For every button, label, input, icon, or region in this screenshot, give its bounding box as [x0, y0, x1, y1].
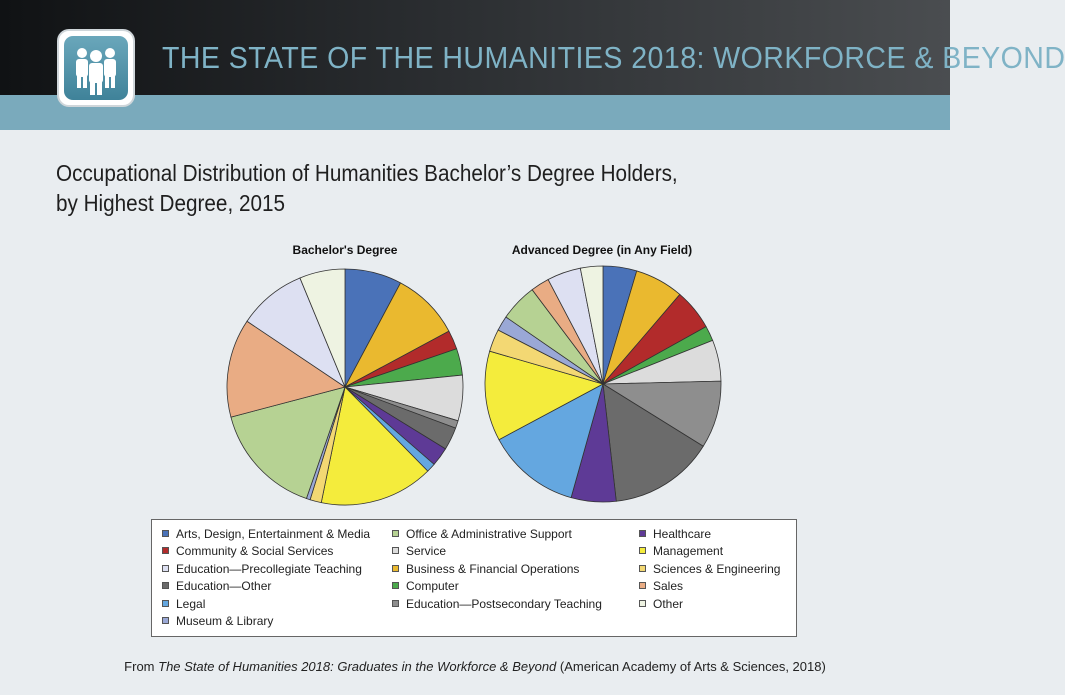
- legend-swatch: [162, 582, 169, 589]
- legend-label: Healthcare: [653, 527, 712, 541]
- legend-swatch: [392, 547, 399, 554]
- page-title: THE STATE OF THE HUMANITIES 2018: WORKFORCE & BEYOND: [162, 40, 1065, 75]
- legend-item: [392, 596, 602, 612]
- pie-title-advanced: Advanced Degree (in Any Field): [511, 243, 693, 257]
- legend-swatch: [639, 600, 646, 607]
- legend-label: Education—Other: [176, 579, 272, 594]
- legend-swatch: [392, 600, 399, 607]
- legend-item: [162, 561, 362, 577]
- legend-label: Education—Postsecondary Teaching: [406, 596, 602, 611]
- pie-title-bachelors: Bachelor's Degree: [292, 243, 398, 257]
- legend-label: Community & Social Services: [176, 544, 334, 559]
- legend-label: Sciences & Engineering: [653, 561, 781, 576]
- source-suffix: (American Academy of Arts & Sciences, 2018): [556, 659, 826, 674]
- legend-item: [639, 526, 711, 542]
- legend-label: Management: [653, 544, 724, 559]
- legend-label: Legal: [176, 596, 206, 611]
- legend-item: [162, 578, 271, 594]
- chart-title-line-2: by Highest Degree, 2015: [56, 190, 285, 216]
- legend-label: Education—Precollegiate Teaching: [176, 561, 362, 576]
- legend-swatch: [639, 530, 646, 537]
- legend-item: [162, 526, 370, 542]
- legend-label: Sales: [653, 579, 684, 594]
- legend-item: [639, 543, 723, 559]
- legend-label: Business & Financial Operations: [406, 561, 580, 576]
- legend-label: Other: [653, 596, 684, 611]
- legend-label: Computer: [406, 579, 459, 594]
- legend-item: [392, 561, 579, 577]
- legend-item: [392, 578, 459, 594]
- legend-swatch: [392, 530, 399, 537]
- source-citation: [0, 659, 950, 674]
- legend-swatch: [392, 565, 399, 572]
- legend-item: [639, 596, 683, 612]
- legend-swatch: [162, 565, 169, 572]
- legend-swatch: [162, 617, 169, 624]
- legend-item: [639, 561, 780, 577]
- legend-label: Service: [406, 544, 447, 559]
- legend-swatch: [392, 582, 399, 589]
- chart-title-line-1: Occupational Distribution of Humanities Bachelor’s Degree Holders,: [56, 160, 678, 186]
- legend-swatch: [162, 530, 169, 537]
- legend-label: Office & Administrative Support: [406, 527, 572, 541]
- legend-label: Arts, Design, Entertainment & Media: [176, 527, 371, 541]
- legend-item: [162, 543, 333, 559]
- legend-item: [392, 543, 446, 559]
- legend-swatch: [639, 565, 646, 572]
- legend-item: [639, 578, 683, 594]
- source-title: The State of Humanities 2018: Graduates in the Workforce & Beyond: [158, 659, 557, 674]
- legend-swatch: [162, 600, 169, 607]
- legend-item: [392, 526, 572, 542]
- legend-item: [162, 613, 273, 629]
- legend-swatch: [639, 547, 646, 554]
- legend-swatch: [162, 547, 169, 554]
- legend-swatch: [639, 582, 646, 589]
- legend-label: Museum & Library: [176, 614, 274, 628]
- legend: [151, 519, 797, 637]
- legend-item: [162, 596, 205, 612]
- source-prefix: From: [124, 659, 159, 674]
